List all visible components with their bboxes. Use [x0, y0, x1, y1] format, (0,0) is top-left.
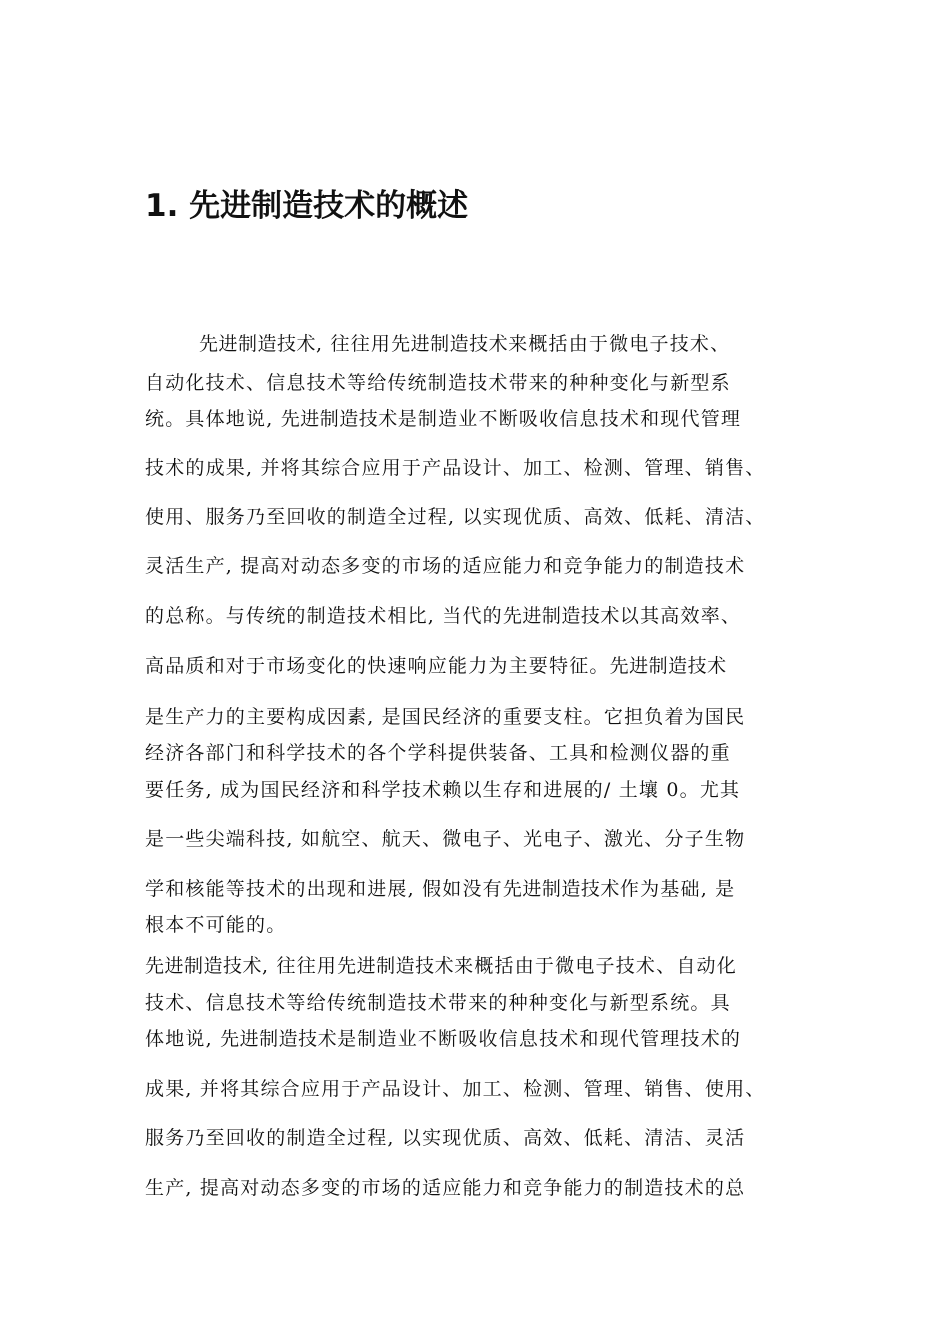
paragraph-line	[145, 654, 727, 678]
keyword-text: 先进制造技术	[199, 333, 317, 355]
paragraph-line	[145, 1176, 745, 1200]
body-text: 服务乃至回收的制造全过程, 以实现优质、高效、低耗、清洁、灵活	[145, 1127, 746, 1149]
paragraph-line	[145, 456, 765, 480]
keyword-text: 先进制造技术	[337, 955, 455, 977]
paragraph-line	[145, 991, 731, 1015]
paragraph-line	[145, 1027, 741, 1051]
paragraph-line	[145, 407, 741, 431]
paragraph-line	[145, 827, 745, 851]
paragraph-line	[199, 332, 730, 356]
body-text: 的总称。与传统的制造技术相比, 当代的	[145, 605, 503, 627]
paragraph-line	[145, 1077, 765, 1101]
body-text: 学和核能等技术的出现和进展, 假如没有	[145, 878, 503, 900]
paragraph-line	[145, 877, 735, 901]
body-text: 生产, 提高对动态多变的市场的适应能力和竞争能力的制造技术的总	[145, 1177, 746, 1199]
paragraph-line	[145, 371, 731, 395]
paragraph-line	[145, 954, 737, 978]
body-text: 技术、信息技术等给传统制造技术带来的种种变化与新型系统。具	[145, 992, 731, 1014]
body-text: 是生产力的主要构成因素, 是国民经济的重要支柱。它担负着为国民	[145, 706, 746, 728]
body-text: 统。具体地说,	[145, 408, 281, 430]
body-text: 高品质和对于市场变化的快速响应能力为主要特征。	[145, 655, 610, 677]
body-text: 是一些尖端科技, 如航空、航天、微电子、光电子、激光、分子生物	[145, 828, 746, 850]
body-text: 使用、服务乃至回收的制造全过程, 以实现优质、高效、低耗、清洁、	[145, 506, 766, 528]
keyword-text: 先进制造技术	[220, 1028, 338, 1050]
body-text: 来概括由于微电子技术、自动化	[454, 955, 737, 977]
body-text: 自动化技术、信息技术等给传统制造技术带来的种种变化与新型系	[145, 372, 731, 394]
body-text: 是制造业不断吸收信息技术和现代管理	[397, 408, 742, 430]
body-text: 是制造业不断吸收信息技术和现代管理技术的	[337, 1028, 742, 1050]
paragraph-line	[145, 1126, 745, 1150]
keyword-text: 先进制造技术	[609, 655, 727, 677]
body-text: 体地说,	[145, 1028, 221, 1050]
body-text: 根本不可能的。	[145, 914, 287, 936]
body-text: 技术的成果, 并将其综合应用于产品设计、加工、检测、管理、销售、	[145, 457, 766, 479]
paragraph-line	[145, 705, 745, 729]
body-text: 灵活生产, 提高对动态多变的市场的适应能力和竞争能力的制造技术	[145, 555, 746, 577]
keyword-text: 先进制造技术	[145, 955, 263, 977]
keyword-text: 先进制造技术	[502, 878, 620, 900]
paragraph-line	[145, 913, 286, 937]
paragraph-line	[145, 741, 731, 765]
body-text: 来概括由于微电子技术、	[508, 333, 731, 355]
body-text: , 往往用	[316, 333, 392, 355]
body-text: 以其高效率、	[619, 605, 742, 627]
paragraph-line	[145, 604, 741, 628]
paragraph-line	[145, 778, 740, 802]
body-text: 成果, 并将其综合应用于产品设计、加工、检测、管理、销售、使用、	[145, 1078, 766, 1100]
paragraph-line	[145, 505, 765, 529]
body-text: 作为基础, 是	[619, 878, 736, 900]
body-text: , 往往用	[262, 955, 338, 977]
paragraph-line	[145, 554, 745, 578]
keyword-text: 先进制造技术	[280, 408, 398, 430]
body-text: 经济各部门和科学技术的各个学科提供装备、工具和检测仪器的重	[145, 742, 731, 764]
section-title: 1. 先进制造技术的概述	[145, 188, 469, 224]
body-text: 要任务, 成为国民经济和科学技术赖以生存和进展的/ 土壤 0。尤其	[145, 779, 741, 801]
keyword-text: 先进制造技术	[391, 333, 509, 355]
keyword-text: 先进制造技术	[502, 605, 620, 627]
